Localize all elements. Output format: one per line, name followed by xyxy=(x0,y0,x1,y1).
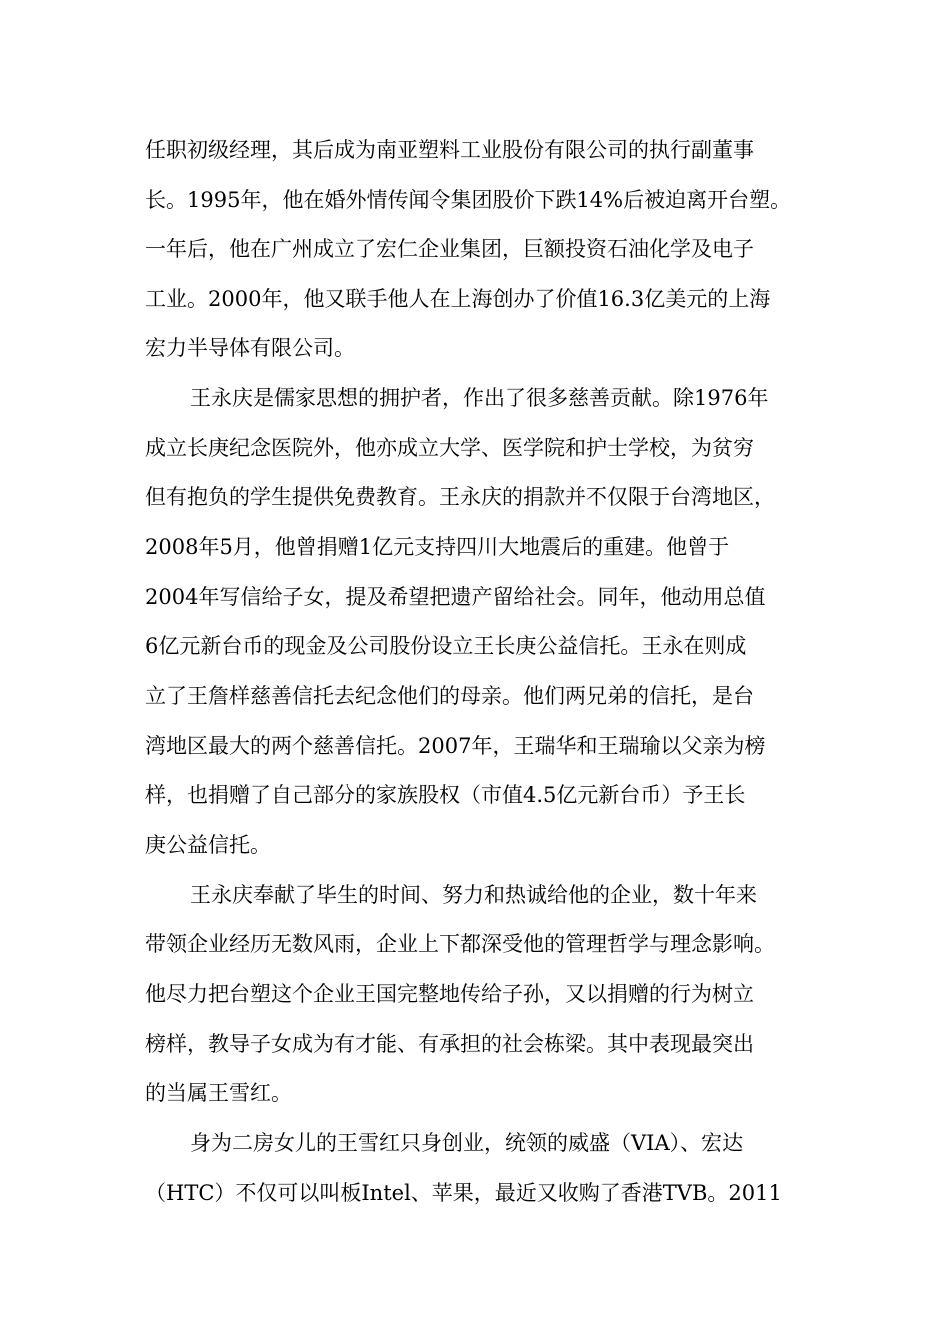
text-line: 带领企业经历无数风雨，企业上下都深受他的管理哲学与理念影响。 xyxy=(145,932,775,956)
text-line: 的当属王雪红。 xyxy=(145,1081,292,1105)
text-line: 6亿元新台币的现金及公司股份设立王长庚公益信托。王永在则成 xyxy=(145,634,747,658)
text-line: 榜样，教导子女成为有才能、有承担的社会栋梁。其中表现最突出 xyxy=(145,1032,754,1056)
text-line: 任职初级经理，其后成为南亚塑料工业股份有限公司的执行副董事 xyxy=(145,138,754,162)
text-line: （HTC）不仅可以叫板Intel、苹果，最近又收购了香港TVB。2011 xyxy=(145,1181,782,1205)
text-line: 但有抱负的学生提供免费教育。王永庆的捐款并不仅限于台湾地区， xyxy=(145,485,775,509)
text-line: 庚公益信托。 xyxy=(145,833,271,857)
text-line: 工业。2000年，他又联手他人在上海创办了价值16.3亿美元的上海 xyxy=(145,287,771,311)
paragraph-first-line: 王永庆奉献了毕生的时间、努力和热诚给他的企业，数十年来 xyxy=(190,883,757,907)
paragraph-first-line: 身为二房女儿的王雪红只身创业，统领的威盛（VIA）、宏达 xyxy=(190,1131,744,1155)
text-line: 成立长庚纪念医院外，他亦成立大学、医学院和护士学校，为贫穷 xyxy=(145,436,754,460)
paragraph-first-line: 王永庆是儒家思想的拥护者，作出了很多慈善贡献。除1976年 xyxy=(190,386,769,410)
text-line: 一年后，他在广州成立了宏仁企业集团，巨额投资石油化学及电子 xyxy=(145,237,754,261)
text-line: 湾地区最大的两个慈善信托。2007年，王瑞华和王瑞瑜以父亲为榜 xyxy=(145,734,766,758)
text-line: 2004年写信给子女，提及希望把遗产留给社会。同年，他动用总值 xyxy=(145,585,766,609)
text-line: 长。1995年，他在婚外情传闻令集团股价下跌14%后被迫离开台塑。 xyxy=(145,188,792,212)
text-line: 立了王詹样慈善信托去纪念他们的母亲。他们两兄弟的信托，是台 xyxy=(145,684,754,708)
text-line: 宏力半导体有限公司。 xyxy=(145,336,355,360)
text-line: 他尽力把台塑这个企业王国完整地传给子孙，又以捐赠的行为树立 xyxy=(145,982,754,1006)
text-line: 2008年5月，他曾捐赠1亿元支持四川大地震后的重建。他曾于 xyxy=(145,535,730,559)
text-line: 样，也捐赠了自己部分的家族股权（市值4.5亿元新台币）予王长 xyxy=(145,783,746,807)
